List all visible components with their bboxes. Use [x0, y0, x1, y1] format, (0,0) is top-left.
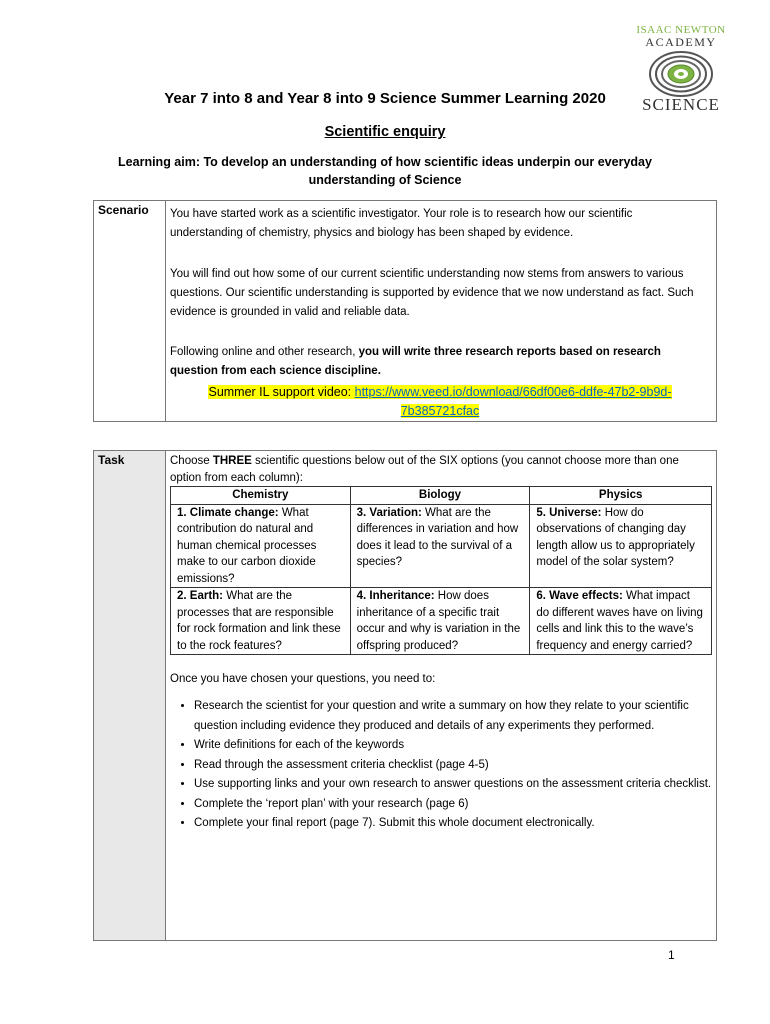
question-option-5-text: How do observations of changing day length allow us to appropriately model of the solar system?: [536, 506, 695, 568]
column-header-chemistry: Chemistry: [171, 487, 351, 505]
question-option-3-text: What are the differences in variation and how does it lead to the survival of a species?: [356, 506, 519, 568]
task-intro-bold: THREE: [212, 455, 252, 467]
list-item: • Write definitions for each of the keywords: [194, 736, 734, 756]
list-item: • Research the scientist for your question and write a summary on how they relate to your scientific question including evidence they produced and details of any experiments they performed.: [194, 697, 734, 736]
question-option-6: [530, 588, 712, 655]
task-label: Task: [98, 453, 125, 467]
question-option-2: [171, 588, 351, 655]
support-video-label: Summer IL support video:: [208, 385, 355, 399]
column-header-biology: Biology: [350, 487, 530, 505]
scenario-paragraph-1: You have started work as a scientific investigator. Your role is to research how our scientific understanding of chemistry, physics and biology has been shaped by evidence.: [170, 208, 633, 239]
question-option-2-title: 2. Earth:: [177, 590, 224, 602]
column-divider: [165, 451, 166, 940]
task-intro: [170, 453, 705, 486]
table-row: [171, 504, 712, 588]
column-header-physics: Physics: [530, 487, 712, 505]
question-option-4: [350, 588, 530, 655]
question-option-1: [171, 504, 351, 588]
question-option-6-title: 6. Wave effects:: [536, 590, 623, 602]
table-row: [171, 588, 712, 655]
scenario-paragraph-3-emphasis: you will write three research reports based on research question from each science discipline.: [170, 346, 661, 377]
scenario-section: [93, 200, 717, 422]
scenario-label: Scenario: [98, 203, 149, 217]
question-option-5-title: 5. Universe:: [536, 506, 602, 519]
list-item: • Read through the assessment criteria checklist (page 4-5): [194, 756, 734, 776]
question-option-1-title: 1. Climate change:: [177, 506, 279, 519]
logo-text-science: SCIENCE: [642, 95, 720, 114]
question-option-1-text: What contribution do natural and human chemical processes make to our carbon dioxide emissions?: [177, 506, 317, 585]
list-item: • Complete your final report (page 7). Submit this whole document electronically.: [194, 814, 734, 834]
question-option-2-text: What are the processes that are responsible for rock formation and link these to the rock features?: [177, 590, 341, 652]
column-divider: [165, 201, 166, 421]
learning-aim: Learning aim: To develop an understanding of how scientific ideas underpin our everyday understanding of Science: [118, 155, 652, 187]
support-video-link[interactable]: https://www.veed.io/download/66df00e6-ddfe-47b2-9b9d-7b385721cfac: [354, 385, 672, 418]
question-options-table: [170, 486, 712, 655]
question-option-3-title: 3. Variation:: [356, 506, 422, 519]
task-intro-post: scientific questions below out of the SIX options (you cannot choose more than one option from each column):: [170, 455, 679, 484]
page-number: 1: [668, 948, 675, 962]
question-option-4-title: 4. Inheritance:: [356, 590, 435, 602]
scenario-paragraph-2: You will find out how some of our current scientific understanding now stems from answers to various questions. Our scientific understanding is supported by evidence that we now understand as fact. Such evidence is grounded in valid and reliable data.: [170, 268, 694, 318]
support-video: [170, 383, 710, 421]
task-section: [93, 450, 717, 941]
question-option-5: [530, 504, 712, 588]
scenario-paragraph-3: [170, 343, 705, 381]
page-title: Year 7 into 8 and Year 8 into 9 Science Summer Learning 2020: [164, 90, 606, 107]
task-intro-pre: Choose: [170, 455, 213, 467]
list-item: • Complete the ‘report plan’ with your research (page 6): [194, 795, 734, 815]
task-steps-list: [170, 697, 734, 834]
table-header-row: [171, 487, 712, 505]
scenario-paragraph-3-text: Following online and other research,: [170, 346, 359, 358]
question-option-6-text: What impact do different waves have on living cells and link this to the wave’s frequency and energy carried?: [536, 590, 703, 652]
task-label-column: [94, 451, 165, 940]
question-option-3: [350, 504, 530, 588]
logo-text-isaac-newton: ISAAC NEWTON: [636, 24, 726, 36]
question-option-4-text: How does inheritance of a specific trait occur and why is variation in the offspring produced?: [356, 590, 521, 652]
page-subtitle: Scientific enquiry: [324, 124, 446, 140]
task-instructions-intro: Once you have chosen your questions, you need to:: [170, 673, 436, 685]
list-item: • Use supporting links and your own research to answer questions on the assessment criteria checklist.: [194, 775, 734, 795]
logo-text-academy: ACADEMY: [645, 35, 717, 49]
